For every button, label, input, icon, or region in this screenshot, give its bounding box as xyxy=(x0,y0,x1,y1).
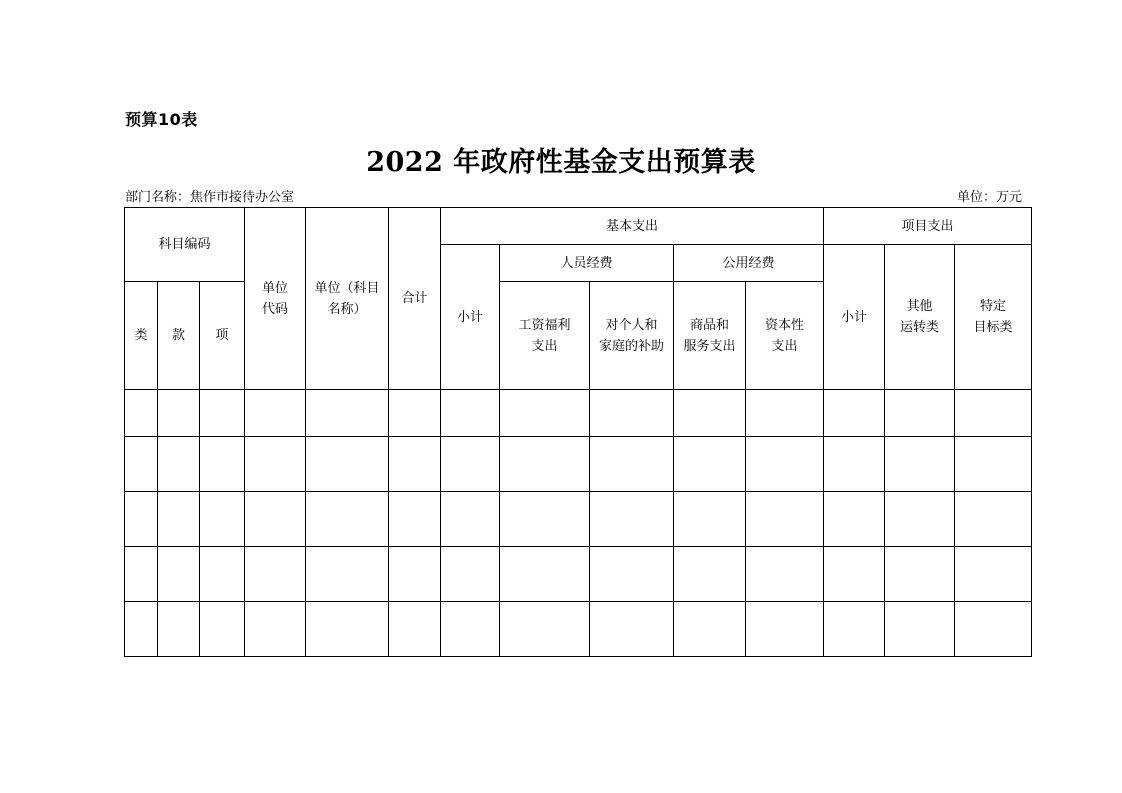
table-cell xyxy=(746,390,824,437)
table-cell xyxy=(306,437,389,492)
table-cell xyxy=(885,547,955,602)
table-cell xyxy=(500,437,590,492)
table-cell xyxy=(389,547,441,602)
table-cell xyxy=(306,492,389,547)
table-cell xyxy=(158,437,200,492)
table-cell xyxy=(158,547,200,602)
header-basic-subtotal: 小计 xyxy=(441,245,500,390)
table-cell xyxy=(885,492,955,547)
table-cell xyxy=(125,492,158,547)
table-cell xyxy=(158,492,200,547)
table-cell xyxy=(746,437,824,492)
table-cell xyxy=(200,547,245,602)
header-project-subtotal: 小计 xyxy=(824,245,885,390)
table-cell xyxy=(824,602,885,657)
table-cell xyxy=(245,390,306,437)
table-cell xyxy=(306,547,389,602)
header-unit-code: 单位 代码 xyxy=(245,208,306,390)
table-cell xyxy=(955,390,1032,437)
header-section: 款 xyxy=(158,282,200,390)
table-cell xyxy=(125,547,158,602)
header-salary-welfare: 工资福利 支出 xyxy=(500,282,590,390)
table-cell xyxy=(590,547,674,602)
table-cell xyxy=(746,602,824,657)
page-title: 2022 年政府性基金支出预算表 xyxy=(366,147,756,178)
table-row xyxy=(125,492,1032,547)
table-cell xyxy=(674,602,746,657)
table-cell xyxy=(125,602,158,657)
header-public-funds: 公用经费 xyxy=(674,245,824,282)
table-cell xyxy=(590,437,674,492)
table-cell xyxy=(674,547,746,602)
table-cell xyxy=(590,602,674,657)
table-cell xyxy=(125,390,158,437)
header-family-subsidy: 对个人和 家庭的补助 xyxy=(590,282,674,390)
table-cell xyxy=(674,492,746,547)
table-cell xyxy=(746,547,824,602)
table-cell xyxy=(441,437,500,492)
table-cell xyxy=(441,492,500,547)
header-unit-name: 单位（科目 名称） xyxy=(306,208,389,390)
table-cell xyxy=(306,390,389,437)
table-cell xyxy=(885,390,955,437)
table-cell xyxy=(885,437,955,492)
table-cell xyxy=(200,492,245,547)
table-cell xyxy=(824,437,885,492)
table-cell xyxy=(824,547,885,602)
table-cell xyxy=(500,602,590,657)
header-item: 项 xyxy=(200,282,245,390)
header-capital: 资本性 支出 xyxy=(746,282,824,390)
table-cell xyxy=(441,602,500,657)
table-row xyxy=(125,437,1032,492)
table-cell xyxy=(306,602,389,657)
table-cell xyxy=(824,390,885,437)
table-cell xyxy=(441,390,500,437)
header-class: 类 xyxy=(125,282,158,390)
header-total: 合计 xyxy=(389,208,441,390)
table-cell xyxy=(389,602,441,657)
table-row xyxy=(125,602,1032,657)
table-cell xyxy=(245,602,306,657)
table-cell xyxy=(955,602,1032,657)
table-cell xyxy=(158,390,200,437)
header-project-expense: 项目支出 xyxy=(824,208,1032,245)
header-personnel: 人员经费 xyxy=(500,245,674,282)
table-cell xyxy=(590,492,674,547)
table-cell xyxy=(955,492,1032,547)
header-specific-target: 特定 目标类 xyxy=(955,245,1032,390)
table-cell xyxy=(824,492,885,547)
table-cell xyxy=(674,390,746,437)
table-number-label: 预算10表 xyxy=(125,110,198,129)
table-cell xyxy=(746,492,824,547)
table-cell xyxy=(955,547,1032,602)
header-goods-services: 商品和 服务支出 xyxy=(674,282,746,390)
table-cell xyxy=(200,602,245,657)
header-other-operations: 其他 运转类 xyxy=(885,245,955,390)
table-cell xyxy=(674,437,746,492)
unit-label: 单位：万元 xyxy=(957,190,1023,205)
department-label: 部门名称：焦作市接待办公室 xyxy=(125,190,295,205)
table-cell xyxy=(245,492,306,547)
table-cell xyxy=(200,390,245,437)
budget-table xyxy=(124,207,1032,657)
table-cell xyxy=(245,437,306,492)
table-cell xyxy=(500,492,590,547)
table-cell xyxy=(200,437,245,492)
table-cell xyxy=(590,390,674,437)
table-cell xyxy=(955,437,1032,492)
table-cell xyxy=(389,390,441,437)
table-cell xyxy=(885,602,955,657)
table-cell xyxy=(500,390,590,437)
table-cell xyxy=(500,547,590,602)
table-cell xyxy=(389,437,441,492)
table-cell xyxy=(245,547,306,602)
table-row xyxy=(125,390,1032,437)
table-cell xyxy=(441,547,500,602)
table-cell xyxy=(158,602,200,657)
header-subject-code: 科目编码 xyxy=(125,208,245,282)
table-cell xyxy=(389,492,441,547)
table-row xyxy=(125,547,1032,602)
header-basic-expense: 基本支出 xyxy=(441,208,824,245)
table-cell xyxy=(125,437,158,492)
